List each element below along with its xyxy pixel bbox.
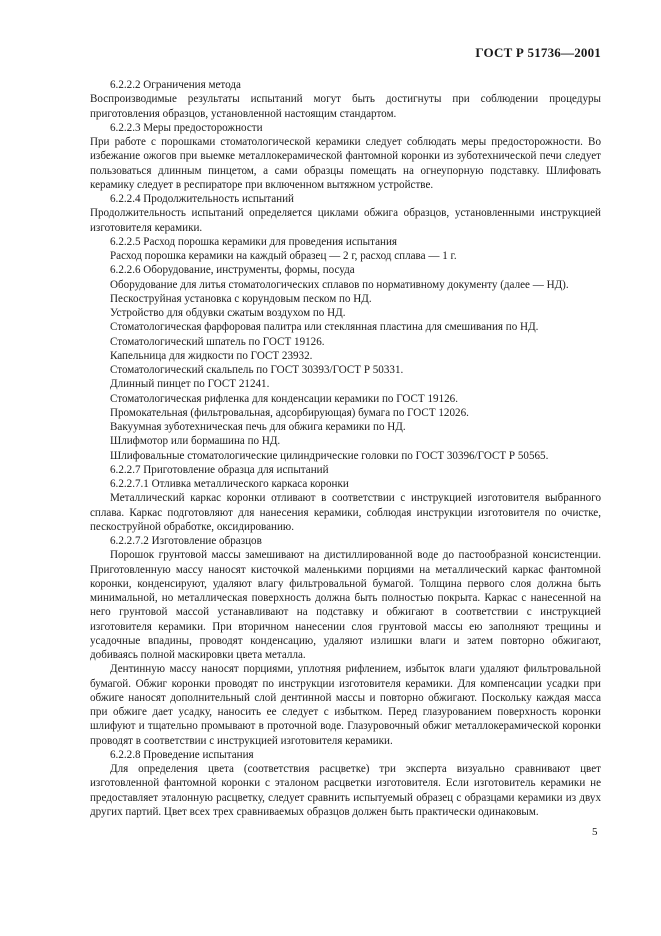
paragraph: Устройство для обдувки сжатым воздухом по НД. xyxy=(110,307,346,319)
paragraph: Шлифовальные стоматологические цилиндрические головки по ГОСТ 30396/ГОСТ Р 50565. xyxy=(110,449,549,462)
standard-title: ГОСТ Р 51736—2001 xyxy=(475,45,601,60)
paragraph: 6.2.2.5 Расход порошка керамики для проведения испытания xyxy=(110,235,398,248)
paragraph: Расход порошка керамики на каждый образец — 2 г, расход сплава — 1 г. xyxy=(110,250,457,262)
paragraph: 6.2.2.7.2 Изготовление образцов xyxy=(110,535,262,547)
paragraph: Металлический каркас коронки отливают в соответствии с инструкцией изготовителя выбранного сплава. Каркас подготовляют для нанесения керамики, соблюдая инструкции изготовителя по очистке, пескоструйной обработке, оксидированию. xyxy=(90,492,601,533)
paragraph: Дентинную массу наносят порциями, уплотняя рифлением, избыток влаги удаляют фильтровальной бумагой. Обжиг коронки проводят по инструкции изготовителя керамики. Для компенсации усадки при обжиге наносят дополнительный слой дентинной массы и повторно обжигают. Поскольку каждая масса при обжиге дает усадку, наносить ее следует с избытком. Перед глазурованием поверхность коронки шлифуют и тщательно промывают в проточной воде. Глазуровочный обжиг металлокерамической коронки проводят в соответствии с инструкцией изготовителя керамики. xyxy=(90,663,601,747)
paragraph: Длинный пинцет по ГОСТ 21241. xyxy=(110,378,270,391)
paragraph: Пескоструйная установка с корундовым песком по НД. xyxy=(110,292,372,305)
paragraph: Шлифмотор или бормашина по НД. xyxy=(110,435,281,448)
paragraph: 6.2.2.4 Продолжительность испытаний xyxy=(110,193,294,205)
paragraph: Промокательная (фильтровальная, адсорбирующая) бумага по ГОСТ 12026. xyxy=(110,406,469,419)
page-number: 5 xyxy=(592,826,598,838)
paragraph: Капельница для жидкости по ГОСТ 23932. xyxy=(110,349,313,362)
paragraph: Продолжительность испытаний определяется циклами обжига образцов, установленными инструкцией изготовителя керамики. xyxy=(90,207,601,234)
paragraph: Воспроизводимые результаты испытаний могут быть достигнуты при соблюдении процедуры приготовления образцов, установленной настоящим стандартом. xyxy=(90,93,601,120)
paragraph: 6.2.2.7 Приготовление образца для испытаний xyxy=(110,463,329,476)
paragraph: Вакуумная зуботехническая печь для обжига керамики по НД. xyxy=(110,421,406,433)
paragraph: Стоматологическая рифленка для конденсации керамики по ГОСТ 19126. xyxy=(110,392,458,405)
paragraph: Для определения цвета (соответствия расцветке) три эксперта визуально сравнивают цвет изготовленной фантомной коронки с эталоном расцветки изготовителя. Если изготовитель керамики не предоставляет эталонную расцветку, следует сравнить испытуемый образец с образцами керамики из двух других партий. Цвет всех трех сравниваемых образцов должен быть практически одинаковым. xyxy=(90,763,601,818)
paragraph: 6.2.2.2 Ограничения метода xyxy=(110,79,241,91)
paragraph: Стоматологическая фарфоровая палитра или стеклянная пластина для смешивания по НД. xyxy=(110,321,539,334)
paragraph: Стоматологический шпатель по ГОСТ 19126. xyxy=(110,335,325,348)
paragraph: Стоматологический скальпель по ГОСТ 30393/ГОСТ Р 50331. xyxy=(110,364,404,376)
paragraph: 6.2.2.7.1 Отливка металлического каркаса коронки xyxy=(110,478,349,490)
document-body xyxy=(90,78,601,819)
paragraph: При работе с порошками стоматологической керамики следует соблюдать меры предосторожности. Во избежание ожогов при выемке металлокерамической фантомной коронки из зуботехнической печи следует пользоваться длинным пинцетом, а сами образцы помещать на огнеупорную подставку. Шлифовать керамику следует в респираторе при включенном вытяжном устройстве. xyxy=(90,136,601,191)
paragraph: 6.2.2.6 Оборудование, инструменты, формы, посуда xyxy=(110,264,355,277)
paragraph: 6.2.2.3 Меры предосторожности xyxy=(110,121,263,134)
paragraph: Оборудование для литья стоматологических сплавов по нормативному документу (далее — НД). xyxy=(110,278,569,291)
paragraph: 6.2.2.8 Проведение испытания xyxy=(110,748,254,761)
paragraph: Порошок грунтовой массы замешивают на дистиллированной воде до пастообразной консистенции. Приготовленную массу наносят кисточкой маленькими порциями на металлический каркас фантомной коронки, конденсируют, удаляют влагу фильтровальной бумагой. Толщина первого слоя должна быть минимальной, но металлическая поверхность должна быть полностью покрыта. Каркас с нанесенной на него грунтовой массой устанавливают на подставку и обжигают в соответствии с инструкцией изготовителя керамики. При вторичном нанесении слоя грунтовой массы ею заполняют трещины и усадочные впадины, проводят конденсацию, удаляют излишки влаги и затем повторно обжигают, добиваясь полной маскировки цвета металла. xyxy=(90,549,601,661)
